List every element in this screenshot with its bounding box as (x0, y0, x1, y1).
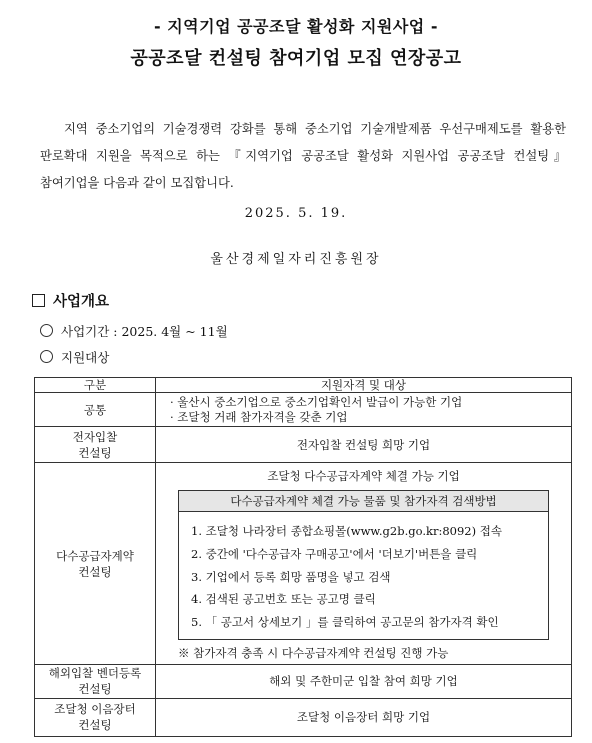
step-item: 1. 조달청 나라장터 종합쇼핑몰(www.g2b.go.kr:8092) 접속 (191, 524, 502, 539)
header-category: 구분 (35, 378, 156, 393)
table-row-common (35, 393, 572, 427)
label-line: 조달청 이음장터 (54, 702, 136, 717)
bullet-target (40, 348, 109, 366)
bullet-period (40, 322, 228, 340)
step-item: 4. 검색된 공고번호 또는 공고명 클릭 (191, 592, 376, 607)
mas-note: ※ 참가자격 충족 시 다수공급자계약 컨설팅 진행 가능 (178, 646, 449, 661)
label-line: 다수공급자계약 (56, 548, 134, 563)
circle-bullet-icon (40, 324, 53, 337)
row-label-common: 공통 (35, 393, 156, 427)
row-label-market (35, 698, 156, 736)
issuing-organization: 울산경제일자리진흥원장 (210, 252, 382, 267)
label-line: 해외입찰 벤더등록 (48, 666, 142, 681)
header-eligibility: 지원자격 및 대상 (156, 378, 572, 393)
period-text: 사업기간 : 2025. 4월 ~ 11월 (61, 324, 228, 339)
label-line: 컨설팅 (78, 718, 112, 733)
row-label-mas (35, 463, 156, 664)
label-line: 전자입찰 (72, 429, 118, 444)
table-row-ebid (35, 427, 572, 463)
row-label-ebid (35, 427, 156, 463)
qualification-item: · 울산시 중소기업으로 중소기업확인서 발급이 가능한 기업 (170, 394, 463, 409)
search-method-steps (179, 512, 548, 639)
title-line-2: 공공조달 컨설팅 참여기업 모집 연장공고 (130, 48, 462, 69)
row-label-overseas (35, 664, 156, 698)
step-item: 5. 「 공고서 상세보기 」를 클릭하여 공고문의 참가자격 확인 (191, 614, 499, 629)
ebid-description: 전자입찰 컨설팅 희망 기업 (156, 427, 572, 463)
notice-date: 2025. 5. 19. (244, 206, 348, 221)
table-row-mas (35, 463, 572, 664)
market-description: 조달청 이음장터 희망 기업 (156, 698, 572, 736)
eligibility-table (34, 377, 572, 737)
common-qualifications (156, 393, 572, 427)
section-title: 사업개요 (53, 294, 110, 310)
mas-cell (156, 463, 572, 664)
intro-paragraph: 지역 중소기업의 기술경쟁력 강화를 통해 중소기업 기술개발제품 우선구매제도를 활용한 판로확대 지원을 목적으로 하는 『지역기업 공공조달 활성화 지원사업 공공조달 컨설팅』 참여기업을 다음과 같이 모집합니다. (40, 122, 566, 190)
label-line: 컨설팅 (78, 682, 112, 697)
mas-top-text: 조달청 다수공급자계약 체결 가능 기업 (267, 469, 460, 484)
circle-bullet-icon (40, 350, 53, 363)
overseas-description: 해외 및 주한미군 입찰 참여 희망 기업 (156, 664, 572, 698)
table-row-overseas (35, 664, 572, 698)
search-method-title: 다수공급자계약 체결 가능 물품 및 참가자격 검색방법 (179, 491, 548, 512)
target-text: 지원대상 (61, 350, 110, 365)
table-row-market (35, 698, 572, 736)
title-line-1: - 지역기업 공공조달 활성화 지원사업 - (154, 17, 438, 36)
label-line: 컨설팅 (78, 564, 112, 579)
table-header-row (35, 378, 572, 393)
qualification-item: · 조달청 거래 참가자격을 갖춘 기업 (170, 409, 348, 424)
step-item: 2. 중간에 '다수공급자 구매공고'에서 '더보기'버튼을 클릭 (191, 547, 478, 562)
square-bullet-icon (32, 294, 45, 307)
section-heading (32, 290, 109, 311)
search-method-box (178, 490, 549, 640)
label-line: 컨설팅 (78, 445, 112, 460)
step-item: 3. 기업에서 등록 희망 품명을 넣고 검색 (191, 569, 391, 584)
